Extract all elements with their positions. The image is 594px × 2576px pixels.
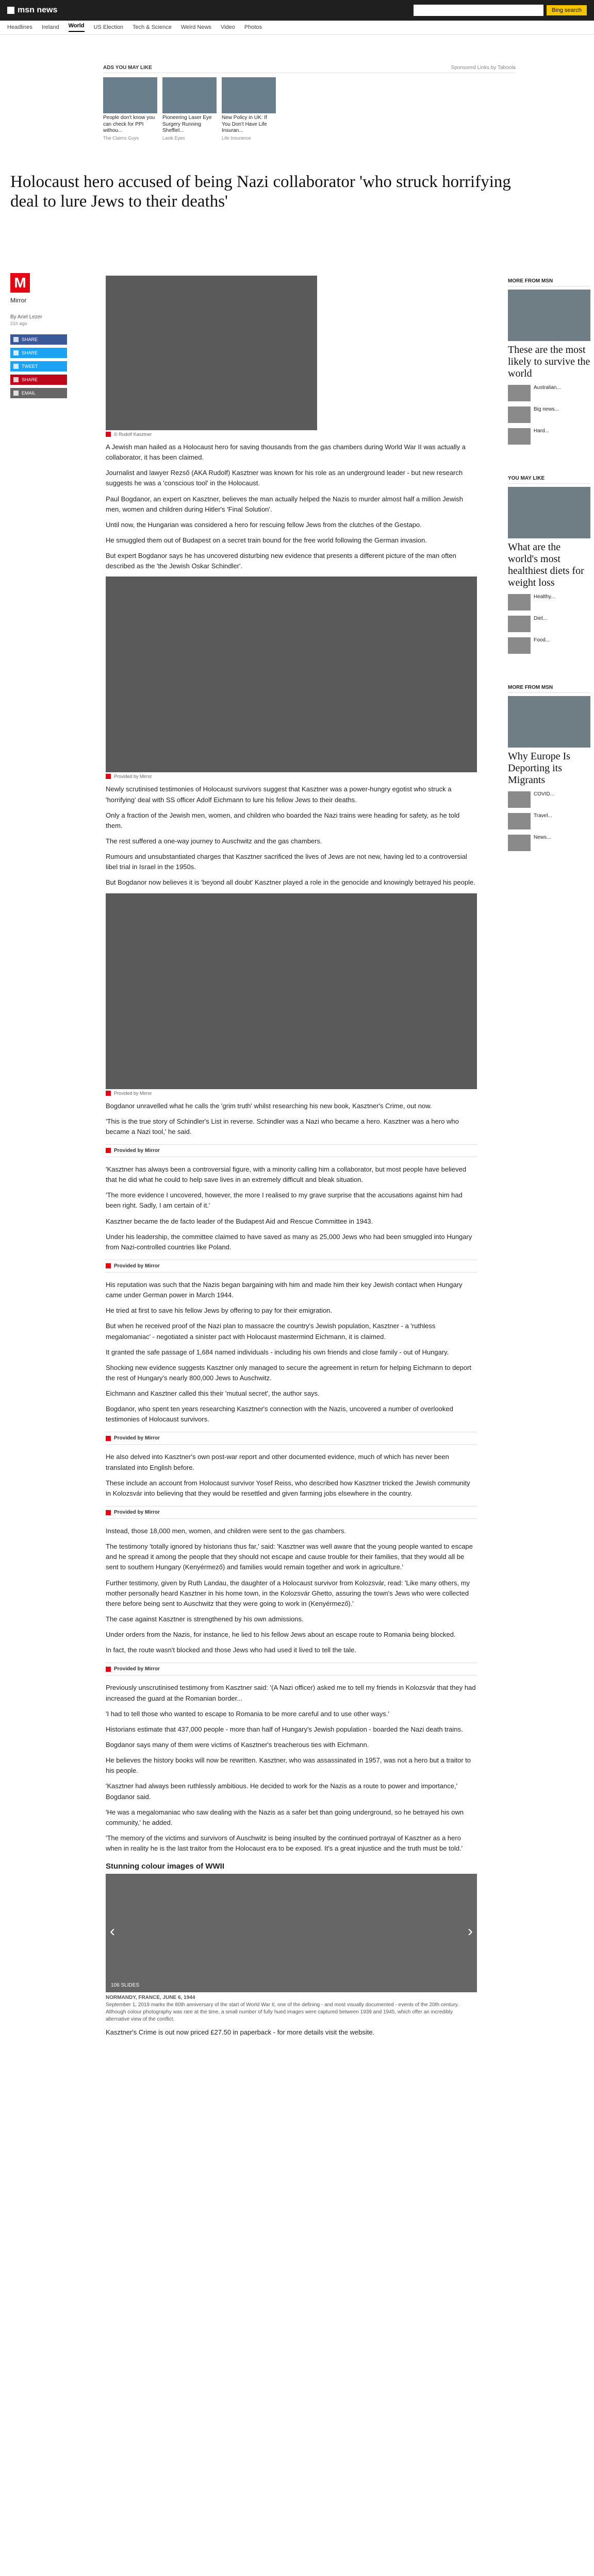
rail-item-title: COVID... [534,791,555,797]
nav-video[interactable]: Video [220,24,235,30]
provided-by-embed [106,1432,477,1445]
pinterest-share-button[interactable]: SHARE [10,375,67,385]
source-icon [106,1148,111,1153]
article-paragraph: It granted the safe passage of 1,684 named individuals - including his own friends and close family - out of Hungary. [106,1348,449,1356]
article-paragraph: Journalist and lawyer Rezső (AKA Rudolf) Kasztner was known for his role as an underground leader - but new research suggests he was a 'conscious tool' in the Holocaust. [106,469,463,487]
article-paragraph: Shocking new evidence suggests Kasztner only managed to secure the agreement in return for helping Eichmann to deport the rest of Hungary's nearly 800,000 Jews to Auschwitz. [106,1363,471,1382]
provided-by-embed [106,1506,477,1519]
article-paragraph: Bogdanor, who spent ten years researching Kasztner's connection with the Nazis, uncovered a number of overlooked testimonies of Holocaust survivors. [106,1405,453,1423]
share-buttons [10,334,88,398]
article-paragraph: Rumours and unsubstantiated charges that Kasztner sacrificed the lives of Jews are not new, having led to a controversial libel trial in Israel in the 1950s. [106,853,467,871]
source-panel [10,273,88,401]
ad-image [103,77,157,113]
photo-caption: © Rudolf Kasztner [114,432,152,437]
provided-by-embed [106,1144,477,1157]
article-photo[interactable] [106,276,317,430]
nav-photos[interactable]: Photos [244,24,262,30]
article-paragraph: Instead, those 18,000 men, women, and children were sent to the gas chambers. [106,1527,346,1535]
nav-weird[interactable]: Weird News [180,24,211,30]
article-paragraph: These include an account from Holocaust survivor Yosef Reiss, who described how Kasztner tricked the Jewish community in Kolozsvár into believing that they would be resettled and given farming jobs elsewhere in the country. [106,1479,470,1497]
provided-by-embed [106,1260,477,1273]
ad-card[interactable] [162,77,217,141]
article-paragraph: 'This is the true story of Schindler's List in reverse. Schindler was a Nazi who became a hero. Kasztner was a hero who became a Nazi tool,' he said. [106,1117,459,1136]
article-paragraph: 'The more evidence I uncovered, however, the more I realised to my grave surprise that the accusations against him had been right. Sadly, I am certain of it.' [106,1191,463,1210]
rail-item-thumb [508,385,531,401]
rail-card-title[interactable]: Why Europe Is Deporting its Migrants [508,751,571,786]
article-paragraph: The case against Kasztner is strengthened by his own admissions. [106,1615,304,1623]
article-paragraph: He also delved into Kasztner's own post-war report and other documented evidence, much of which has never been translated into English before. [106,1453,449,1471]
gallery-title[interactable]: Stunning colour images of WWII [106,1862,224,1871]
article-body [106,276,477,2043]
nav-ireland[interactable]: Ireland [41,24,59,30]
article-paragraph: Until now, the Hungarian was considered a hero for rescuing fellow Jews from the clutches of the Gestapo. [106,520,422,529]
source-icon [106,1263,111,1268]
rail-item-title: Food... [534,637,550,643]
ad-title: Pioneering Laser Eye Surgery Running Sheffiel... [162,115,212,133]
article-paragraph: Paul Bogdanor, an expert on Kasztner, believes the man actually helped the Nazis to murder almost half a million Jewish men, women and children during Hitler's 'Final Solution'. [106,495,463,513]
brand-name: msn news [18,6,58,14]
rail-card-image[interactable] [508,487,590,538]
ad-source: Life Insurance [222,135,251,141]
ads-sponsor[interactable]: Sponsored Links by Taboola [451,65,516,71]
source-icon [106,1436,111,1441]
rail-card-image[interactable] [508,696,590,748]
rail-item-thumb [508,594,531,611]
ad-source: The Claims Guys [103,135,139,141]
article-paragraph: Under his leadership, the committee claimed to have saved as many as 25,000 Jews who had been smuggled into Hungary from Nazi-controlled countries like Poland. [106,1232,472,1251]
rail-item-thumb [508,637,531,654]
provided-label: Provided by Mirror [114,1435,160,1442]
provided-by-embed [106,1663,477,1675]
search-input[interactable] [414,5,543,16]
article-paragraph: Previously unscrutinised testimony from Kasztner said: '(A Nazi officer) asked me to tell my friends in Kolozsvár that they had increased the guard at the Romanian border... [106,1684,476,1702]
twitter-share-button[interactable]: SHARE [10,348,67,358]
article-paragraph: 'I had to tell those who wanted to escape to Romania to be more careful and to use other ways.' [106,1709,389,1718]
provided-label: Provided by Mirror [114,1666,160,1672]
ad-image [222,77,276,113]
rail-item-title: Australian... [534,385,561,391]
provided-label: Provided by Mirror [114,1147,160,1154]
rail-item-title: Hard... [534,428,550,434]
facebook-share-button[interactable]: SHARE [10,334,67,345]
nav-tech[interactable]: Tech & Science [133,24,172,30]
article-paragraph: Further testimony, given by Ruth Landau, the daughter of a Holocaust survivor from Kolozsvár, read: 'Like many others, my mother personally heard Kasztner in his home town, in the Kolozsvár Ghetto, assuring the town's Jews who were collected there before being sent to Auschwitz that they were going to work in (Kenyérmező).' [106,1579,470,1607]
source-name[interactable]: Mirror [10,297,27,304]
nav-us-election[interactable]: US Election [93,24,124,30]
ad-title: New Policy in UK: If You Don't Have Life Insuran... [222,115,267,133]
article-paragraph: The rest suffered a one-way journey to Auschwitz and the gas chambers. [106,837,322,845]
mirror-logo[interactable]: M [10,273,30,293]
article-paragraph: But when he received proof of the Nazi plan to massacre the country's Jewish population, Kasztner - a 'ruthless megalomaniac' - negotiated a sinister pact with Holocaust mastermind Eichmann, it is claimed. [106,1322,436,1341]
source-icon [106,1091,111,1096]
msn-logo[interactable] [7,6,57,15]
search-button[interactable]: Bing search [547,5,587,15]
rail-item-thumb [508,406,531,423]
photo-gallery[interactable] [106,1874,477,1992]
rail-section-title: YOU MAY LIKE [508,476,590,484]
byline: By Ariel Lezer [10,314,42,320]
rail-item[interactable] [508,637,590,654]
article-paragraph: Historians estimate that 437,000 people - more than half of Hungary's Jewish population - boarded the Nazi death trains. [106,1725,463,1733]
provided-label: Provided by Mirror [114,1510,160,1516]
email-share-button[interactable]: EMAIL [10,388,67,398]
source-icon [106,774,111,779]
rail-item[interactable] [508,813,590,829]
article-paragraph: Kasztner became the de facto leader of the Budapest Aid and Rescue Committee in 1943. [106,1217,373,1225]
rail-item[interactable] [508,385,590,401]
rail-item-title: Big news... [534,406,559,412]
photo-caption: Provided by Mirror [114,1090,152,1096]
nav-world[interactable]: World [69,23,85,32]
rail-item-thumb [508,616,531,632]
article-paragraph: But expert Bogdanor says he has uncovered disturbing new evidence that presents a different picture of the man often described as the 'the Jewish Oskar Schindler'. [106,552,456,570]
rail-item[interactable] [508,835,590,851]
article-paragraph: Eichmann and Kasztner called this their 'mutual secret', the author says. [106,1389,320,1398]
rail-card-image[interactable] [508,290,590,341]
photo-caption: Provided by Mirror [114,774,152,779]
article-paragraph: He believes the history books will now be rewritten. Kasztner, who was assassinated in 1957, was not a hero but a traitor to his people. [106,1756,471,1775]
article-paragraph: He tried at first to save his fellow Jews by offering to pay for their emigration. [106,1307,333,1315]
article-paragraph: But Bogdanor now believes it is 'beyond all doubt' Kasztner played a role in the genocide and knowingly betrayed his people. [106,878,475,887]
rail-item[interactable] [508,791,590,808]
article-paragraph: The testimony 'totally ignored by historians thus far,' said: 'Kasztner was well aware that the young people wanted to escape and he spread it among the people that they should not escape and cause trouble for their families, that they would all be sent to southern Hungary (Kenyérmező) and families would remain together and work in agriculture.' [106,1543,473,1571]
rail-item-thumb [508,813,531,829]
timestamp: 21h ago [10,321,27,326]
tweet-button[interactable]: TWEET [10,361,67,371]
article-headline: Holocaust hero accused of being Nazi collaborator 'who struck horrifying deal to lure Jews to their deaths' [10,173,511,211]
gallery-location: NORMANDY, FRANCE, JUNE 6, 1944 [106,1995,195,2001]
article-footer: Kasztner's Crime is out now priced £27.50 in paperback - for more details visit the website. [106,2028,375,2037]
sponsored-ads [103,65,516,141]
source-icon [106,1510,111,1515]
ads-heading: ADS YOU MAY LIKE [103,65,152,71]
rail-item[interactable] [508,428,590,445]
gallery-caption: September 1, 2019 marks the 80th anniversary of the start of World War II, one of the defining - and most visually documented - events of the 20th century. Although colour photography was rare at the time, a small number of fully hued images were captured between 1939 and 1945, which offer an incredibly alternative view of the conflict. [106,2002,459,2023]
source-icon [106,1667,111,1672]
article-paragraph: His reputation was such that the Nazis began bargaining with him and made him their key Jewish contact when Hungary came under German power in March 1944. [106,1280,463,1299]
article-paragraph: 'He was a megalomaniac who saw dealing with the Nazis as a safer bet than going underground, so he betrayed his own community,' he added. [106,1808,464,1826]
article-paragraph: A Jewish man hailed as a Holocaust hero for saving thousands from the gas chambers during World War II was actually a collaborator, it has been claimed. [106,443,466,462]
article-paragraph: 'The memory of the victims and survivors of Auschwitz is being insulted by the continued portrayal of Kasztner as a hero when in reality he is the last traitor from the Holocaust era to be exposed. It's a great injustice and the truth must be told.' [106,1834,463,1853]
ad-image [162,77,217,113]
ad-card[interactable] [222,77,276,141]
article-paragraph: Newly scrutinised testimonies of Holocaust survivors suggest that Kasztner was a power-hungry egotist who struck a 'horrifying' deal with SS officer Adolf Eichmann to lure his fellow Jews to their deaths. [106,785,452,804]
article-paragraph: Only a fraction of the Jewish men, women, and children who boarded the Nazi trains were heading for safety, as he told them. [106,811,460,829]
provided-label: Provided by Mirror [114,1263,160,1269]
rail-card-title[interactable]: These are the most likely to survive the world [508,344,590,379]
rail-section-title: MORE FROM MSN [508,278,590,286]
rail-section-title: MORE FROM MSN [508,685,590,693]
top-bar [0,0,594,21]
chevron-right-icon[interactable]: › [468,1923,473,1940]
source-icon [106,432,111,437]
section-nav [0,21,594,35]
rail-item[interactable] [508,406,590,423]
rail-item-title: Healthy... [534,594,555,600]
rail-item-thumb [508,835,531,851]
article-paragraph: Bogdanor unravelled what he calls the 'grim truth' whilst researching his new book, Kasztner's Crime, out now. [106,1101,432,1110]
rail-item[interactable] [508,616,590,632]
article-photo[interactable] [106,893,477,1089]
search-bar [414,5,587,16]
article-paragraph: 'Kasztner has always been a controversial figure, with a minority calling him a collaborator, but most people have believed that he did what he could to help save lives in an extremely difficult and bleak situation. [106,1165,467,1184]
slide-count: 106 SLIDES [111,1982,140,1989]
article-paragraph: He smuggled them out of Budapest on a secret train bound for the free world following the German invasion. [106,536,427,544]
chevron-left-icon[interactable]: ‹ [110,1923,115,1940]
article-photo[interactable] [106,577,477,772]
article-paragraph: Bogdanor says many of them were victims of Kasztner's treacherous ties with Eichmann. [106,1741,369,1749]
rail-item-title: Travel... [534,813,552,819]
article-paragraph: 'Kasztner had always been ruthlessly ambitious. He decided to work for the Nazis as a route to power and importance,' Bogdanor said. [106,1782,458,1801]
ad-title: People don't know you can check for PPI withou... [103,115,155,133]
ad-source: Lasik Eyes [162,135,185,141]
rail-item-thumb [508,428,531,445]
rail-item[interactable] [508,594,590,611]
ad-card[interactable] [103,77,157,141]
rail-item-title: Diet... [534,616,548,621]
rail-item-thumb [508,791,531,808]
right-rail [508,278,590,851]
butterfly-icon [7,7,14,14]
nav-headlines[interactable]: Headlines [7,24,32,30]
rail-item-title: News... [534,835,551,840]
rail-card-title[interactable]: What are the world's most healthiest diets for weight loss [508,541,584,588]
article-paragraph: In fact, the route wasn't blocked and those Jews who had used it lived to tell the tale. [106,1646,356,1654]
article-paragraph: Under orders from the Nazis, for instance, he lied to his fellow Jews about an escape route to Romania being blocked. [106,1631,456,1639]
